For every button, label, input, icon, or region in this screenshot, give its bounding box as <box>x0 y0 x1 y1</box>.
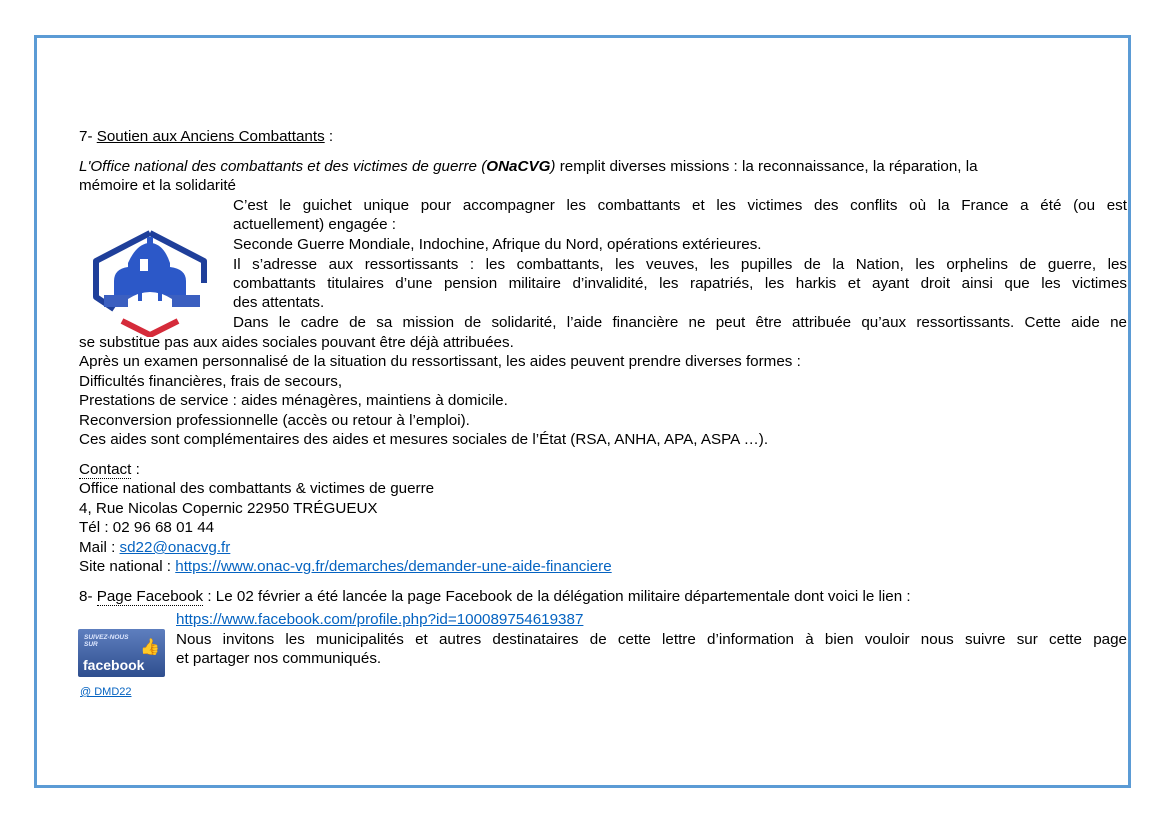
section7-intro: L'Office national des combattants et des victimes de guerre (ONaCVG) remplit diverses missions : la reconnaissance, la réparation, la <box>79 158 978 175</box>
onacvg-logo <box>84 229 216 337</box>
section7-line: Dans le cadre de sa mission de solidarité, l’aide financière ne peut être attribuée qu’aux ressortissants. Cette aide ne <box>233 314 1127 331</box>
contact-address: 4, Rue Nicolas Copernic 22950 TRÉGUEUX <box>79 500 378 517</box>
section7-line: Prestations de service : aides ménagères, maintiens à domicile. <box>79 392 508 409</box>
contact-heading: Contact : <box>79 461 140 478</box>
facebook-link-row <box>176 610 583 629</box>
section8-line: Nous invitons les municipalités et autres destinataires de cette lettre d’information à bien vouloir nous suivre sur cette page <box>176 631 1127 648</box>
dmd22-handle-link[interactable]: @ DMD22 <box>80 686 132 698</box>
section7-line: actuellement) engagée : <box>233 216 396 233</box>
section7-line: des attentats. <box>233 294 325 311</box>
contact-mail-link[interactable]: sd22@onacvg.fr <box>119 539 231 556</box>
contact-org: Office national des combattants & victimes de guerre <box>79 480 435 497</box>
facebook-link[interactable]: https://www.facebook.com/profile.php?id=100089754619387 <box>176 611 584 628</box>
section7-line: C’est le guichet unique pour accompagner les combattants et les victimes des conflits où la France a été (ou est <box>233 197 1127 214</box>
facebook-badge[interactable] <box>78 629 165 677</box>
section7-heading: 7- Soutien aux Anciens Combattants : <box>79 128 334 145</box>
section7-line: se substitue pas aux aides sociales pouvant être déjà attribuées. <box>79 334 514 351</box>
contact-phone: Tél : 02 96 68 01 44 <box>79 519 215 536</box>
section7-intro-line2: mémoire et la solidarité <box>79 177 236 194</box>
facebook-wordmark: facebook <box>83 657 145 673</box>
section7-line: Reconversion professionnelle (accès ou retour à l’emploi). <box>79 412 470 429</box>
section8-heading: 8- Page Facebook : Le 02 février a été lancée la page Facebook de la délégation militaire départementale dont voici le lien : <box>79 588 911 605</box>
contact-site-row: Site national : https://www.onac-vg.fr/demarches/demander-une-aide-financiere <box>79 558 612 575</box>
section7-line: Ces aides sont complémentaires des aides et mesures sociales de l’État (RSA, ANHA, APA, ASPA …). <box>79 431 769 448</box>
section7-line: Difficultés financières, frais de secours, <box>79 373 343 390</box>
contact-site-link[interactable]: https://www.onac-vg.fr/demarches/demander-une-aide-financiere <box>175 558 612 575</box>
thumbs-up-icon: 👍 <box>140 639 160 656</box>
section7-line: Seconde Guerre Mondiale, Indochine, Afrique du Nord, opérations extérieures. <box>233 236 762 253</box>
facebook-badge-caption: SUIVEZ-NOUS SUR <box>84 634 129 648</box>
section7-line: combattants titulaires d’une pension militaire d’invalidité, les rapatriés, les harkis et ayant droit ainsi que les victimes <box>233 275 1127 292</box>
section7-line: Il s’adresse aux ressortissants : les combattants, les veuves, les pupilles de la Nation, les orphelins de guerre, les <box>233 256 1127 273</box>
contact-mail-row: Mail : sd22@onacvg.fr <box>79 539 231 556</box>
section7-line: Après un examen personnalisé de la situation du ressortissant, les aides peuvent prendre diverses formes : <box>79 353 801 370</box>
section8-line: et partager nos communiqués. <box>176 650 382 667</box>
